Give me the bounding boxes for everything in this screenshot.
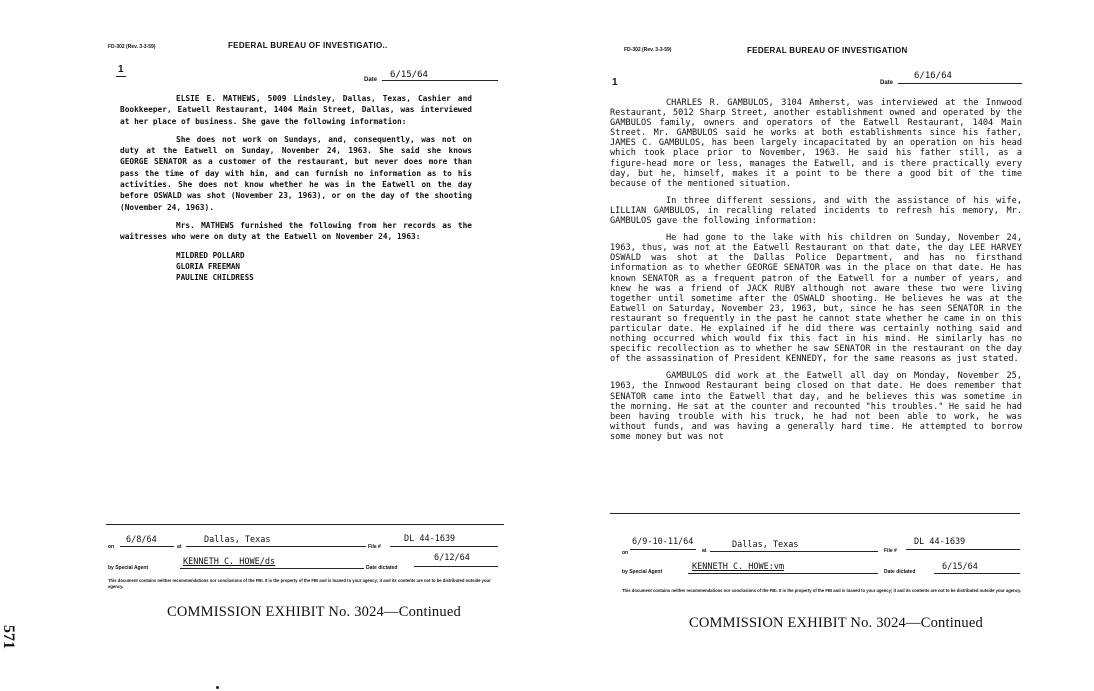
file-value: DL 44-1639 <box>404 534 456 544</box>
paragraph: She does not work on Sundays, and, consequently, was not on duty at the Eatwell on Sunday, November 24, 1963. She said she knows GEORGE SENATOR as a customer of the restaurant, but never does more than pass the time of day with him, and can furnish no information as to his activities. She does not know whether he was in the Eatwell on the day before OSWALD was shot (November 23, 1963), or on the day of the shooting (November 24, 1963). <box>120 134 472 212</box>
interview-body <box>610 98 1022 449</box>
paragraph: GAMBULOS did work at the Eatwell all day on Monday, November 25, 1963, the Innwood Restaurant being closed on that date. He does remember that SENATOR came into the Eatwell that day, and he believes this was sometime in the morning. He sat at the counter and recounted "his troubles." He said he had been having trouble with his truck, he had not been able to work, he was without funds, and was having a generally hard time. He attempted to borrow some money but was not <box>610 371 1022 442</box>
on-underline <box>630 549 696 550</box>
dictated-value: 6/15/64 <box>942 562 978 572</box>
disclaimer: This document contains neither recommendations nor conclusions of the FBI. It is the property of the FBI and is loaned to your agency; it and its contents are not to be distributed outside your agency. <box>622 588 1022 593</box>
paragraph: ELSIE E. MATHEWS, 5009 Lindsley, Dallas, Texas, Cashier and Bookkeeper, Eatwell Restaurant, 1404 Main Street, Dallas, was interviewed at her place of business. She gave the following information: <box>120 94 472 126</box>
page-side-number: 571 <box>0 625 17 649</box>
date-label: Date <box>364 77 378 83</box>
paragraph: In three different sessions, and with the assistance of his wife, LILLIAN GAMBULOS, in recalling related incidents to refresh his memory, Mr. GAMBULOS gave the following information: <box>610 195 1022 227</box>
date-label: Date <box>880 80 894 86</box>
file-underline <box>390 546 498 547</box>
at-value: Dallas, Texas <box>732 540 799 550</box>
agency-header: FEDERAL BUREAU OF INVESTIGATIO.. <box>228 41 388 50</box>
file-value: DL 44-1639 <box>914 537 966 547</box>
date-underline <box>898 83 1022 84</box>
paragraph: He had gone to the lake with his children on Sunday, November 24, 1963, thus, was not at the Eatwell Restaurant on that date, the day LEE HARVEY OSWALD was shot at the Dallas Police Department, and has no firsthand information as to whether GEORGE SENATOR was in the place on that date. He has known SENATOR as a frequent patron of the Eatwell for a number of years, and knew he was a friend of JACK RUBY although not aware these two were living together until sometime after the OSWALD shooting. He believes he was at the Eatwell on Saturday, November 23, 1963, but, since he has seen SENATOR in the restaurant so frequently in the past he cannot state whether he came in on this particular date. He explained if he did there was certainly nothing said and nothing occurred which would fix this fact in his mind. He similarly has no specific recollection as to whether he saw SENATOR in the restaurant on the day of the assassination of President KENNEDY, for the same reasons as just stated. <box>610 233 1022 365</box>
at-value: Dallas, Texas <box>204 535 271 545</box>
list-item: GLORIA FREEMAN <box>176 261 241 271</box>
at-label: at <box>177 544 182 550</box>
agency-header: FEDERAL BUREAU OF INVESTIGATION <box>747 46 908 55</box>
agent-value: KENNETH C. HOWE/ds <box>183 557 276 567</box>
paragraph: Mrs. MATHEWS furnished the following from her records as the waitresses who were on duty at the Eatwell on November 24, 1963: <box>120 220 472 242</box>
dictated-value: 6/12/64 <box>434 553 470 563</box>
agent-underline <box>180 568 364 569</box>
page-number: 1 <box>612 77 618 88</box>
dictated-underline <box>934 573 1020 574</box>
footer-rule <box>610 513 1020 514</box>
on-value: 6/8/64 <box>126 535 157 545</box>
page-number: 1 <box>118 64 124 75</box>
waitress-list <box>176 250 472 283</box>
on-label: on <box>108 544 115 550</box>
exhibit-caption: COMMISSION EXHIBIT No. 3024—Continued <box>167 604 461 620</box>
form-number: FD-302 (Rev. 3-3-59) <box>108 44 156 50</box>
on-label: on <box>622 550 629 556</box>
dictated-underline <box>414 566 498 567</box>
date-value: 6/15/64 <box>390 70 428 80</box>
agent-label: by Special Agent <box>108 565 149 571</box>
dictated-label: Date dictated <box>884 569 916 575</box>
on-underline <box>120 546 174 547</box>
date-underline <box>382 80 498 81</box>
on-value: 6/9-10-11/64 <box>632 537 694 547</box>
agent-underline <box>688 573 878 574</box>
file-label: File # <box>884 548 897 554</box>
at-label: at <box>702 548 707 554</box>
file-label: File # <box>368 544 381 550</box>
page-number-underline <box>116 76 126 77</box>
at-underline <box>186 546 366 547</box>
form-number: FD-302 (Rev. 3-3-59) <box>624 47 672 53</box>
agent-label: by Special Agent <box>622 569 663 575</box>
scan-speck <box>216 686 219 689</box>
date-value: 6/16/64 <box>914 71 952 81</box>
exhibit-caption: COMMISSION EXHIBIT No. 3024—Continued <box>689 615 983 631</box>
agent-value: KENNETH C. HOWE:vm <box>692 562 785 572</box>
right-document-page <box>548 0 1094 691</box>
interview-body <box>120 93 472 283</box>
list-item: MILDRED POLLARD <box>176 250 245 260</box>
disclaimer: This document contains neither recommendations nor conclusions of the FBI. It is the property of the FBI and is loaned to your agency; it and its contents are not to be distributed outside your agency. <box>108 578 491 589</box>
dictated-label: Date dictated <box>366 565 398 571</box>
footer-rule <box>106 524 504 525</box>
paragraph: CHARLES R. GAMBULOS, 3104 Amherst, was interviewed at the Innwood Restaurant, 5012 Sharp Street, another establishment owned and operated by the GAMBULOS family, owners and operators of the Eatwell Restaurant, 1404 Main Street. Mr. GAMBULOS said he works at both establishments since his father, JAMES C. GAMBULOS, has been largely incapacitated by an operation on his head which took place prior to November, 1963. He said his father still, as a figure-head more or less, manages the Eatwell, and is there practically every day, but he, himself, makes it a point to be there a good bit of the time because of the mentioned situation. <box>610 98 1022 189</box>
at-underline <box>710 551 878 552</box>
list-item: PAULINE CHILDRESS <box>176 272 254 282</box>
file-underline <box>906 549 1020 550</box>
